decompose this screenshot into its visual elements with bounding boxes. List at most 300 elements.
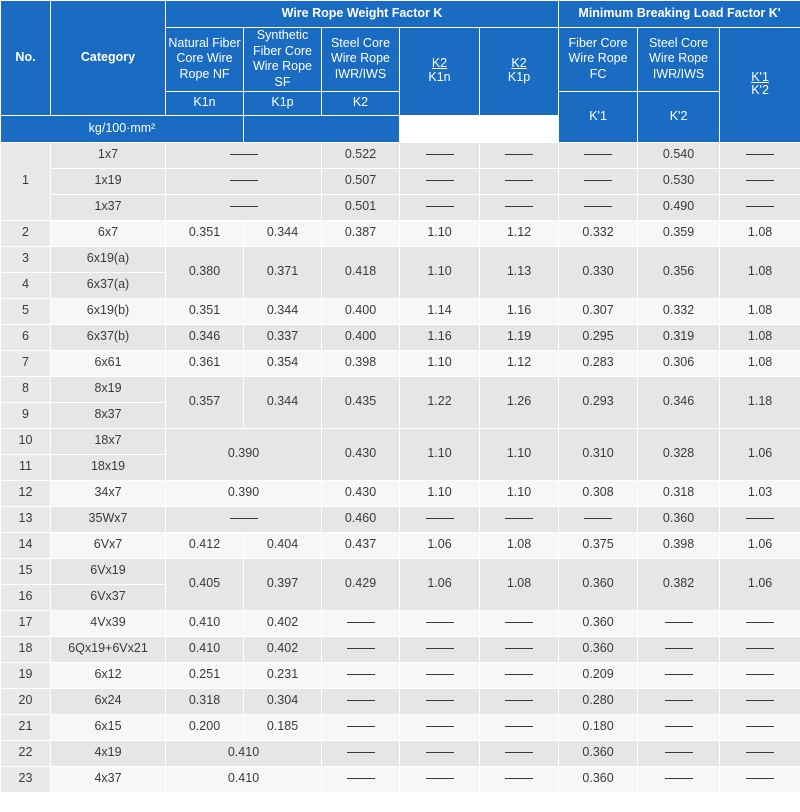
header-iwr-breaking: Steel Core Wire Rope IWR/IWS <box>638 28 720 92</box>
dash-cell <box>480 688 559 714</box>
row-category: 6Qx19+6Vx21 <box>51 636 166 662</box>
cell-k1p: 0.397 <box>244 558 322 610</box>
dash-mark <box>746 674 774 675</box>
dash-mark <box>426 752 454 753</box>
dash-cell <box>480 506 559 532</box>
dash-cell <box>400 168 480 194</box>
cell-ratio-k2-k1p: 1.08 <box>480 532 559 558</box>
dash-mark <box>426 674 454 675</box>
ratio-denominator: K1n <box>428 69 451 84</box>
cell-k1n: 0.351 <box>166 220 244 246</box>
dash-cell <box>166 142 322 168</box>
cell-kp2: 0.360 <box>638 506 720 532</box>
cell-kp2: 0.490 <box>638 194 720 220</box>
dash-mark <box>505 648 533 649</box>
dash-cell <box>638 662 720 688</box>
row-category: 6Vx19 <box>51 558 166 584</box>
dash-cell <box>166 506 322 532</box>
dash-cell <box>480 766 559 792</box>
dash-mark <box>584 206 612 207</box>
cell-kp2: 0.328 <box>638 428 720 480</box>
row-number: 16 <box>1 584 51 610</box>
dash-mark <box>746 154 774 155</box>
dash-mark <box>746 778 774 779</box>
dash-cell <box>480 610 559 636</box>
cell-kp2: 0.306 <box>638 350 720 376</box>
ratio-denominator: K1p <box>507 69 531 84</box>
dash-cell <box>638 740 720 766</box>
dash-mark <box>505 206 533 207</box>
cell-ratio-k2-k1n: 1.10 <box>400 350 480 376</box>
ratio-numerator: K2 <box>511 56 527 71</box>
table-row <box>1 636 800 662</box>
cell-ratio-k2-k1n: 1.06 <box>400 532 480 558</box>
dash-mark <box>665 648 693 649</box>
cell-k2: 0.430 <box>322 428 400 480</box>
dash-mark <box>505 752 533 753</box>
dash-cell <box>638 688 720 714</box>
header-nf: Natural Fiber Core Wire Rope NF <box>166 28 244 92</box>
header-unit: kg/100·mm² <box>1 115 244 142</box>
cell-kp1: 0.375 <box>559 532 638 558</box>
dash-cell <box>400 662 480 688</box>
dash-mark <box>746 726 774 727</box>
cell-k2: 0.418 <box>322 246 400 298</box>
dash-cell <box>400 610 480 636</box>
header-ratio-kp1-kp2 <box>720 28 800 143</box>
dash-mark <box>230 154 258 155</box>
cell-k1p: 0.344 <box>244 220 322 246</box>
table-row <box>1 350 800 376</box>
dash-cell <box>720 506 800 532</box>
row-number: 6 <box>1 324 51 350</box>
row-category: 18x19 <box>51 454 166 480</box>
cell-kp1: 0.293 <box>559 376 638 428</box>
cell-k1n: 0.318 <box>166 688 244 714</box>
cell-kp2: 0.318 <box>638 480 720 506</box>
cell-ratio-k2-k1n: 1.10 <box>400 246 480 298</box>
cell-kp1: 0.180 <box>559 714 638 740</box>
dash-cell <box>322 688 400 714</box>
row-number: 10 <box>1 428 51 454</box>
dash-mark <box>505 180 533 181</box>
dash-cell <box>638 610 720 636</box>
row-number: 17 <box>1 610 51 636</box>
dash-mark <box>426 778 454 779</box>
cell-k1p: 0.402 <box>244 610 322 636</box>
cell-k1n: 0.412 <box>166 532 244 558</box>
table-row <box>1 766 800 792</box>
dash-cell <box>559 506 638 532</box>
dash-cell <box>322 636 400 662</box>
dash-mark <box>665 752 693 753</box>
dash-cell <box>720 194 800 220</box>
cell-ratio-k2-k1n: 1.10 <box>400 480 480 506</box>
row-category: 6x19(b) <box>51 298 166 324</box>
dash-cell <box>322 610 400 636</box>
row-category: 4x19 <box>51 740 166 766</box>
cell-k1p: 0.402 <box>244 636 322 662</box>
cell-ratio-k2-k1p: 1.10 <box>480 428 559 480</box>
dash-cell <box>638 766 720 792</box>
ratio-numerator: K'1 <box>751 69 769 84</box>
dash-cell <box>638 636 720 662</box>
cell-kp1: 0.308 <box>559 480 638 506</box>
row-category: 35Wx7 <box>51 506 166 532</box>
cell-k1p: 0.371 <box>244 246 322 298</box>
cell-k1p: 0.344 <box>244 376 322 428</box>
cell-k1n: 0.251 <box>166 662 244 688</box>
row-number: 12 <box>1 480 51 506</box>
cell-ratio-kp: 1.08 <box>720 350 800 376</box>
row-category: 34x7 <box>51 480 166 506</box>
cell-ratio-k2-k1n: 1.10 <box>400 428 480 480</box>
dash-cell <box>400 506 480 532</box>
cell-kp2: 0.346 <box>638 376 720 428</box>
header-ratio-k2-k1p <box>480 28 559 116</box>
cell-ratio-kp: 1.08 <box>720 220 800 246</box>
table-row <box>1 506 800 532</box>
dash-cell <box>480 142 559 168</box>
row-category: 6x24 <box>51 688 166 714</box>
cell-kp1: 0.360 <box>559 766 638 792</box>
row-number: 11 <box>1 454 51 480</box>
row-number: 3 <box>1 246 51 272</box>
cell-k2: 0.387 <box>322 220 400 246</box>
cell-k1p: 0.404 <box>244 532 322 558</box>
row-category: 6x61 <box>51 350 166 376</box>
cell-kp1: 0.330 <box>559 246 638 298</box>
cell-k2: 0.400 <box>322 324 400 350</box>
cell-k2: 0.430 <box>322 480 400 506</box>
dash-cell <box>720 714 800 740</box>
dash-cell <box>322 714 400 740</box>
cell-k1-merged: 0.410 <box>166 740 322 766</box>
cell-k2: 0.522 <box>322 142 400 168</box>
dash-cell <box>322 740 400 766</box>
cell-kp1: 0.280 <box>559 688 638 714</box>
header-no: No. <box>1 1 51 116</box>
dash-mark <box>584 180 612 181</box>
cell-k2: 0.429 <box>322 558 400 610</box>
row-number: 5 <box>1 298 51 324</box>
row-number: 14 <box>1 532 51 558</box>
cell-k1p: 0.344 <box>244 298 322 324</box>
row-number: 7 <box>1 350 51 376</box>
dash-cell <box>559 168 638 194</box>
cell-kp2: 0.332 <box>638 298 720 324</box>
row-number: 4 <box>1 272 51 298</box>
row-category: 1x19 <box>51 168 166 194</box>
cell-k1-merged: 0.390 <box>166 480 322 506</box>
dash-mark <box>665 700 693 701</box>
dash-cell <box>322 662 400 688</box>
header-weight-factor: Wire Rope Weight Factor K <box>166 1 559 28</box>
row-category: 18x7 <box>51 428 166 454</box>
row-number: 9 <box>1 402 51 428</box>
dash-mark <box>426 180 454 181</box>
row-number: 13 <box>1 506 51 532</box>
row-category: 6x12 <box>51 662 166 688</box>
cell-ratio-k2-k1p: 1.12 <box>480 220 559 246</box>
dash-mark <box>347 648 375 649</box>
row-number: 18 <box>1 636 51 662</box>
cell-kp2: 0.359 <box>638 220 720 246</box>
row-number: 1 <box>1 142 51 220</box>
row-category: 4x37 <box>51 766 166 792</box>
row-category: 1x37 <box>51 194 166 220</box>
dash-cell <box>400 142 480 168</box>
dash-cell <box>400 766 480 792</box>
dash-cell <box>400 740 480 766</box>
header-kp1: K'1 <box>559 91 638 142</box>
dash-mark <box>426 518 454 519</box>
cell-k2: 0.400 <box>322 298 400 324</box>
dash-mark <box>230 206 258 207</box>
cell-kp2: 0.382 <box>638 558 720 610</box>
dash-mark <box>746 700 774 701</box>
dash-mark <box>665 622 693 623</box>
cell-k2: 0.501 <box>322 194 400 220</box>
cell-ratio-k2-k1n: 1.16 <box>400 324 480 350</box>
table-row <box>1 246 800 272</box>
cell-k2: 0.435 <box>322 376 400 428</box>
cell-k1n: 0.410 <box>166 610 244 636</box>
dash-cell <box>720 610 800 636</box>
cell-ratio-k2-k1p: 1.12 <box>480 350 559 376</box>
cell-ratio-kp: 1.06 <box>720 558 800 610</box>
dash-mark <box>347 778 375 779</box>
dash-cell <box>400 194 480 220</box>
row-number: 20 <box>1 688 51 714</box>
table-row <box>1 740 800 766</box>
cell-ratio-kp: 1.06 <box>720 532 800 558</box>
cell-ratio-k2-k1p: 1.08 <box>480 558 559 610</box>
header-blank <box>244 115 400 142</box>
cell-kp1: 0.360 <box>559 740 638 766</box>
row-number: 2 <box>1 220 51 246</box>
cell-k1n: 0.200 <box>166 714 244 740</box>
cell-k2: 0.437 <box>322 532 400 558</box>
dash-mark <box>230 518 258 519</box>
dash-mark <box>505 518 533 519</box>
cell-ratio-k2-k1p: 1.16 <box>480 298 559 324</box>
cell-kp1: 0.209 <box>559 662 638 688</box>
dash-mark <box>347 700 375 701</box>
row-number: 23 <box>1 766 51 792</box>
dash-mark <box>347 752 375 753</box>
table-row <box>1 324 800 350</box>
header-sf: Synthetic Fiber Core Wire Rope SF <box>244 28 322 92</box>
table-row <box>1 480 800 506</box>
dash-mark <box>426 726 454 727</box>
row-number: 21 <box>1 714 51 740</box>
table-row <box>1 688 800 714</box>
dash-cell <box>480 194 559 220</box>
cell-k1p: 0.304 <box>244 688 322 714</box>
cell-k1p: 0.185 <box>244 714 322 740</box>
table-row <box>1 168 800 194</box>
dash-cell <box>322 766 400 792</box>
header-k1n: K1n <box>166 91 244 115</box>
cell-ratio-k2-k1n: 1.14 <box>400 298 480 324</box>
dash-cell <box>400 636 480 662</box>
cell-ratio-kp: 1.03 <box>720 480 800 506</box>
dash-mark <box>746 752 774 753</box>
cell-ratio-kp: 1.18 <box>720 376 800 428</box>
row-category: 6x7 <box>51 220 166 246</box>
cell-kp1: 0.360 <box>559 636 638 662</box>
dash-mark <box>746 180 774 181</box>
dash-cell <box>720 688 800 714</box>
dash-mark <box>505 674 533 675</box>
row-category: 8x37 <box>51 402 166 428</box>
cell-ratio-k2-k1n: 1.10 <box>400 220 480 246</box>
cell-kp1: 0.310 <box>559 428 638 480</box>
cell-kp2: 0.398 <box>638 532 720 558</box>
dash-mark <box>584 154 612 155</box>
cell-ratio-kp: 1.06 <box>720 428 800 480</box>
dash-mark <box>665 778 693 779</box>
cell-k1n: 0.357 <box>166 376 244 428</box>
dash-cell <box>720 740 800 766</box>
row-number: 22 <box>1 740 51 766</box>
cell-kp2: 0.356 <box>638 246 720 298</box>
dash-cell <box>166 168 322 194</box>
cell-ratio-k2-k1n: 1.06 <box>400 558 480 610</box>
dash-mark <box>426 700 454 701</box>
cell-ratio-k2-k1p: 1.19 <box>480 324 559 350</box>
cell-kp1: 0.360 <box>559 558 638 610</box>
cell-ratio-kp: 1.08 <box>720 246 800 298</box>
cell-kp1: 0.295 <box>559 324 638 350</box>
cell-kp1: 0.332 <box>559 220 638 246</box>
header-k1p: K1p <box>244 91 322 115</box>
dash-mark <box>426 622 454 623</box>
dash-mark <box>505 622 533 623</box>
cell-kp2: 0.540 <box>638 142 720 168</box>
dash-cell <box>166 194 322 220</box>
table-row <box>1 298 800 324</box>
cell-k2: 0.398 <box>322 350 400 376</box>
row-category: 8x19 <box>51 376 166 402</box>
dash-mark <box>746 648 774 649</box>
dash-mark <box>746 518 774 519</box>
cell-kp2: 0.530 <box>638 168 720 194</box>
dash-mark <box>505 778 533 779</box>
row-category: 6Vx7 <box>51 532 166 558</box>
table-row <box>1 220 800 246</box>
cell-k1p: 0.354 <box>244 350 322 376</box>
dash-mark <box>505 726 533 727</box>
cell-k1n: 0.351 <box>166 298 244 324</box>
dash-cell <box>559 142 638 168</box>
dash-mark <box>584 518 612 519</box>
ratio-denominator: K'2 <box>751 83 769 98</box>
row-category: 6x15 <box>51 714 166 740</box>
table-row <box>1 532 800 558</box>
row-category: 6x37(b) <box>51 324 166 350</box>
dash-mark <box>746 206 774 207</box>
dash-mark <box>347 622 375 623</box>
dash-cell <box>480 168 559 194</box>
ratio-numerator: K2 <box>431 56 448 71</box>
dash-mark <box>505 154 533 155</box>
cell-ratio-k2-k1n: 1.22 <box>400 376 480 428</box>
dash-cell <box>720 766 800 792</box>
dash-cell <box>720 662 800 688</box>
header-ratio-k2-k1n <box>400 28 480 116</box>
table-row <box>1 610 800 636</box>
dash-mark <box>746 622 774 623</box>
cell-kp1: 0.360 <box>559 610 638 636</box>
cell-ratio-k2-k1p: 1.26 <box>480 376 559 428</box>
header-category: Category <box>51 1 166 116</box>
row-number: 8 <box>1 376 51 402</box>
row-category: 1x7 <box>51 142 166 168</box>
cell-k1p: 0.337 <box>244 324 322 350</box>
table-row <box>1 142 800 168</box>
dash-cell <box>559 194 638 220</box>
header-iwr: Steel Core Wire Rope IWR/IWS <box>322 28 400 92</box>
dash-cell <box>480 714 559 740</box>
cell-k1n: 0.346 <box>166 324 244 350</box>
cell-kp1: 0.307 <box>559 298 638 324</box>
cell-ratio-kp: 1.08 <box>720 324 800 350</box>
dash-mark <box>347 674 375 675</box>
dash-cell <box>638 714 720 740</box>
dash-mark <box>426 648 454 649</box>
cell-k1n: 0.410 <box>166 636 244 662</box>
table-row <box>1 194 800 220</box>
cell-kp1: 0.283 <box>559 350 638 376</box>
cell-kp2: 0.319 <box>638 324 720 350</box>
dash-mark <box>665 726 693 727</box>
cell-k1-merged: 0.410 <box>166 766 322 792</box>
dash-mark <box>347 726 375 727</box>
cell-k2: 0.507 <box>322 168 400 194</box>
dash-cell <box>480 662 559 688</box>
dash-mark <box>426 154 454 155</box>
cell-ratio-k2-k1p: 1.10 <box>480 480 559 506</box>
dash-cell <box>480 636 559 662</box>
cell-k2: 0.460 <box>322 506 400 532</box>
dash-mark <box>665 674 693 675</box>
table-row <box>1 428 800 454</box>
header-fc: Fiber Core Wire Rope FC <box>559 28 638 92</box>
row-category: 6x19(a) <box>51 246 166 272</box>
header-breaking-load-factor: Minimum Breaking Load Factor K' <box>559 1 800 28</box>
row-category: 4Vx39 <box>51 610 166 636</box>
header-k2: K2 <box>322 91 400 115</box>
dash-cell <box>720 142 800 168</box>
cell-ratio-k2-k1p: 1.13 <box>480 246 559 298</box>
cell-k1n: 0.361 <box>166 350 244 376</box>
table-row <box>1 714 800 740</box>
row-number: 19 <box>1 662 51 688</box>
cell-k1n: 0.380 <box>166 246 244 298</box>
dash-mark <box>505 700 533 701</box>
header-kp2: K'2 <box>638 91 720 142</box>
dash-cell <box>480 740 559 766</box>
row-category: 6Vx37 <box>51 584 166 610</box>
dash-cell <box>720 168 800 194</box>
dash-mark <box>426 206 454 207</box>
table-row <box>1 558 800 584</box>
dash-cell <box>720 636 800 662</box>
table-row <box>1 662 800 688</box>
cell-k1n: 0.405 <box>166 558 244 610</box>
